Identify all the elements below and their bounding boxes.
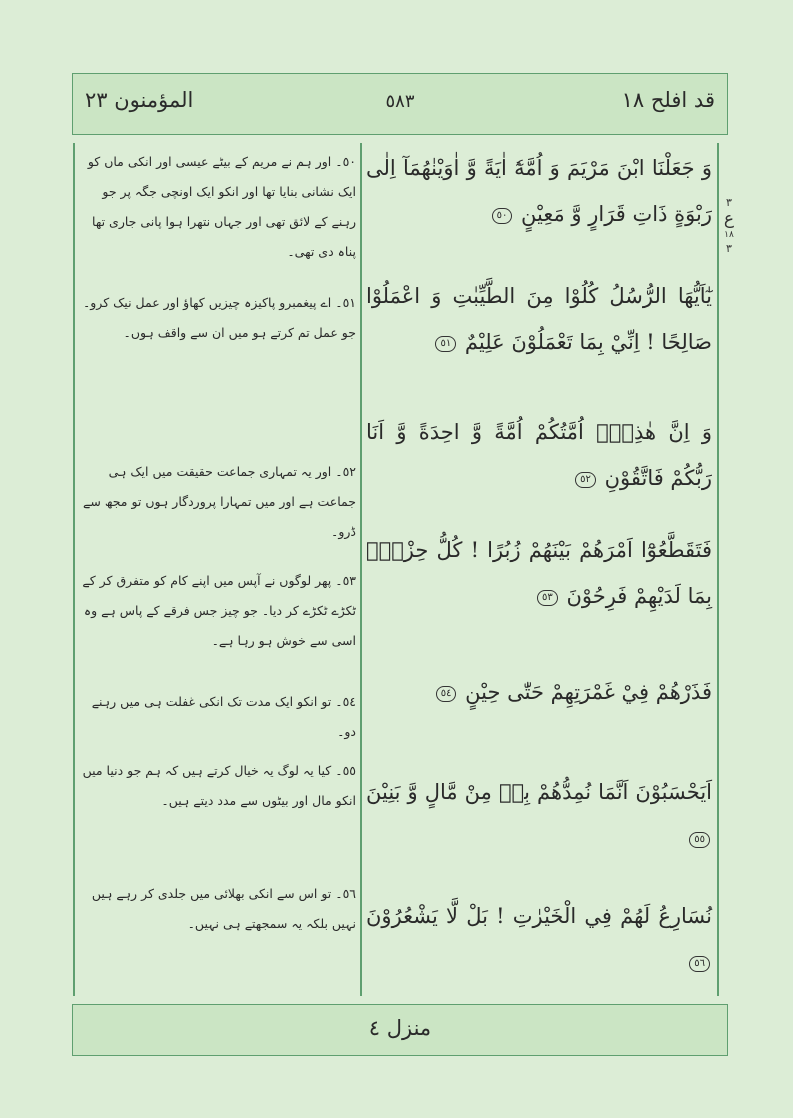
verse-translation: ٥٦۔ تو اس سے انکی بھلائی میں جلدی کر رہے ہیں نہیں بلکہ یہ سمجھتے ہی نہیں۔ xyxy=(91,886,356,931)
page-header xyxy=(72,73,728,135)
ayah-end-mark: ٥٣ xyxy=(537,590,558,606)
verse-arabic: فَذَرْهُمْ فِيْ غَمْرَتِهِمْ حَتّٰى حِيْنٍ ٥٤ xyxy=(366,669,712,715)
verse-translation: ٥٥۔ کیا یہ لوگ یہ خیال کرتے ہیں کہ ہم جو دنیا میں انکو مال اور بیٹوں سے مدد دیتے ہیں۔ xyxy=(82,763,356,808)
ruku-marker-bottom: ٣ xyxy=(726,242,732,255)
ayah-end-mark: ٥٥ xyxy=(689,832,710,848)
ruku-symbol: ع xyxy=(723,209,735,229)
ruku-marker xyxy=(722,196,736,255)
ruku-marker-top: ٣ xyxy=(726,196,732,209)
page-footer xyxy=(72,1004,728,1056)
ayah-end-mark: ٥١ xyxy=(435,336,456,352)
ayah-end-mark: ٥٦ xyxy=(689,956,710,972)
page-number: ٥٨٣ xyxy=(385,91,415,112)
column-divider-middle xyxy=(360,143,362,996)
verse-arabic: وَ اِنَّ هٰذِهٖٓ اُمَّتُكُمْ اُمَّةً وَّ احِدَةً وَّ اَنَا رَبُّكُمْ فَاتَّقُوْنِ ٥٢ xyxy=(366,420,712,490)
column-divider-left xyxy=(73,143,75,996)
verse-translation: ٥٠۔ اور ہم نے مریم کے بیٹے عیسی اور انکی ماں کو ایک نشانی بنایا تھا اور انکو ایک اونچی جگہ پر جو رہنے کے لائق تھی اور جہاں نتھرا ہوا پانی جاری تھا پناہ دی تھی۔ xyxy=(87,154,356,259)
arabic-column xyxy=(366,143,712,996)
juz-title: قد افلح ١٨ xyxy=(621,88,715,112)
verse-translation: ٥٢۔ اور یہ تمہاری جماعت حقیقت میں ایک ہی جماعت ہے اور میں تمہارا پروردگار ہوں تو مجھ سے ڈرو۔ xyxy=(83,464,356,539)
ruku-marker-middle: ١٨ xyxy=(724,230,734,240)
ayah-end-mark: ٥٤ xyxy=(436,686,457,702)
ayah-end-mark: ٥٢ xyxy=(575,472,596,488)
verse-arabic: اَيَحْسَبُوْنَ اَنَّمَا نُمِدُّهُمْ بِهٖ مِنْ مَّالٍ وَّ بَنِيْنَ ٥٥ xyxy=(366,769,712,861)
verse-arabic: يٰٓاَيُّهَا الرُّسُلُ كُلُوْا مِنَ الطَّيِّبٰتِ وَ اعْمَلُوْا صَالِحًا ! اِنِّيْ بِمَا تَعْمَلُوْنَ عَلِيْمٌ ٥١ xyxy=(366,284,712,354)
ayah-end-mark: ٥٠ xyxy=(492,208,513,224)
verse-translation: ٥٤۔ تو انکو ایک مدت تک انکی غفلت ہی میں رہنے دو۔ xyxy=(91,694,356,739)
verse-translation: ٥٣۔ پھر لوگوں نے آپس میں اپنے کام کو متفرق کر کے ٹکڑے ٹکڑے کر دیا۔ جو چیز جس فرقے کے پاس ہے وہ اسی سے خوش ہو رہا ہے۔ xyxy=(82,573,356,648)
verse-arabic: فَتَقَطَّعُوْٓا اَمْرَهُمْ بَيْنَهُمْ زُبُرًا ! كُلُّ حِزْبٍۢ بِمَا لَدَيْهِمْ فَرِحُوْنَ ٥٣ xyxy=(366,538,712,608)
verse-arabic: نُسَارِعُ لَهُمْ فِي الْخَيْرٰتِ ! بَلْ لَّا يَشْعُرُوْنَ ٥٦ xyxy=(366,893,712,985)
translation-column xyxy=(78,143,356,996)
verse-translation: ٥١۔ اے پیغمبرو پاکیزہ چیزیں کھاؤ اور عمل نیک کرو۔ جو عمل تم کرتے ہو میں ان سے واقف ہوں۔ xyxy=(82,295,356,340)
column-divider-right xyxy=(717,143,719,996)
surah-title: المؤمنون ٢٣ xyxy=(85,88,194,112)
manzil-label: منزل ٤ xyxy=(368,1016,432,1040)
verse-arabic: وَ جَعَلْنَا ابْنَ مَرْيَمَ وَ اُمَّهٗٓ اٰيَةً وَّ اٰوَيْنٰهُمَآ اِلٰى رَبْوَةٍ ذَاتِ قَرَارٍ وَّ مَعِيْنٍ ٥٠ xyxy=(366,156,712,226)
